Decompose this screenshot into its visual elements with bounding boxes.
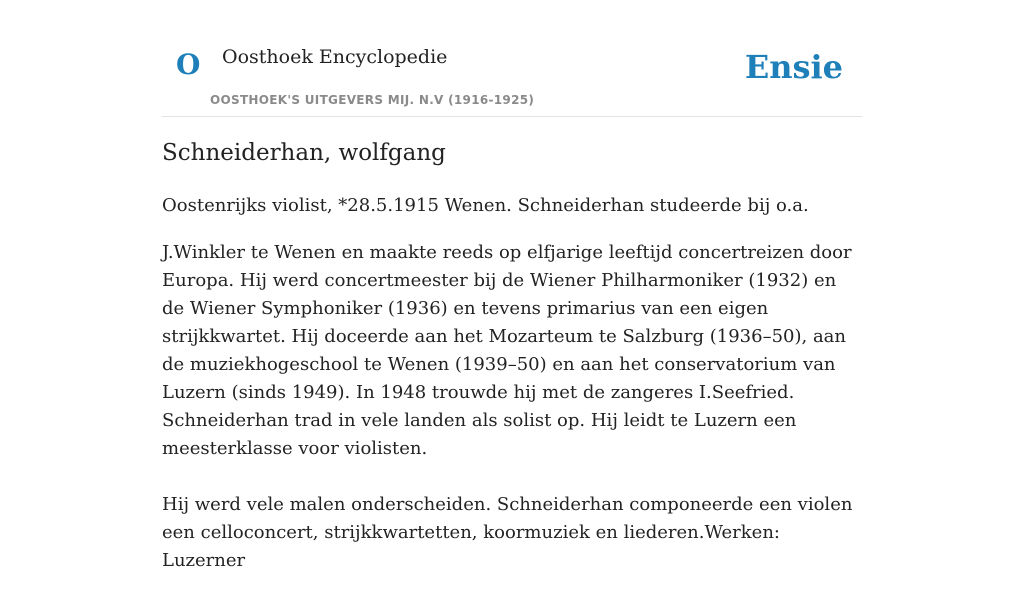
entry-body: [162, 192, 862, 594]
page-title: Schneiderhan, wolfgang: [162, 140, 446, 166]
entry-paragraph: J.Winkler te Wenen en maakte reeds op elfjarige leeftijd concertreizen door Europa. Hij werd concertmeester bij de Wiener Philharmoniker (1932) en de Wiener Symphoniker (1936) en tevens primarius van een eigen strijkkwartet. Hij doceerde aan het Mozarteum te Salzburg (1936–50), aan de muziekhogeschool te Wenen (1939–50) en aan het conservatorium van Luzern (sinds 1949). In 1948 trouwde hij met de zangeres I.Seefried. Schneiderhan trad in vele landen als solist op. Hij leidt te Luzern een meesterklasse voor violisten.: [162, 242, 852, 459]
site-header: [162, 0, 862, 117]
site-subtitle: OOSTHOEK'S UITGEVERS MIJ. N.V (1916-1925): [210, 93, 535, 107]
site-title[interactable]: Oosthoek Encyclopedie: [222, 46, 448, 68]
page-container: [162, 0, 862, 571]
entry-paragraph: Oostenrijks violist, *28.5.1915 Wenen. Schneiderhan studeerde bij o.a.: [162, 195, 809, 216]
entry-paragraph: Hij werd vele malen onderscheiden. Schneiderhan componeerde een violen een celloconcert, strijkkwartetten, koormuziek en liederen.Werken: Luzerner: [162, 494, 853, 571]
brand-logo-link[interactable]: Ensie: [744, 48, 843, 86]
logo-icon[interactable]: O: [176, 48, 201, 81]
